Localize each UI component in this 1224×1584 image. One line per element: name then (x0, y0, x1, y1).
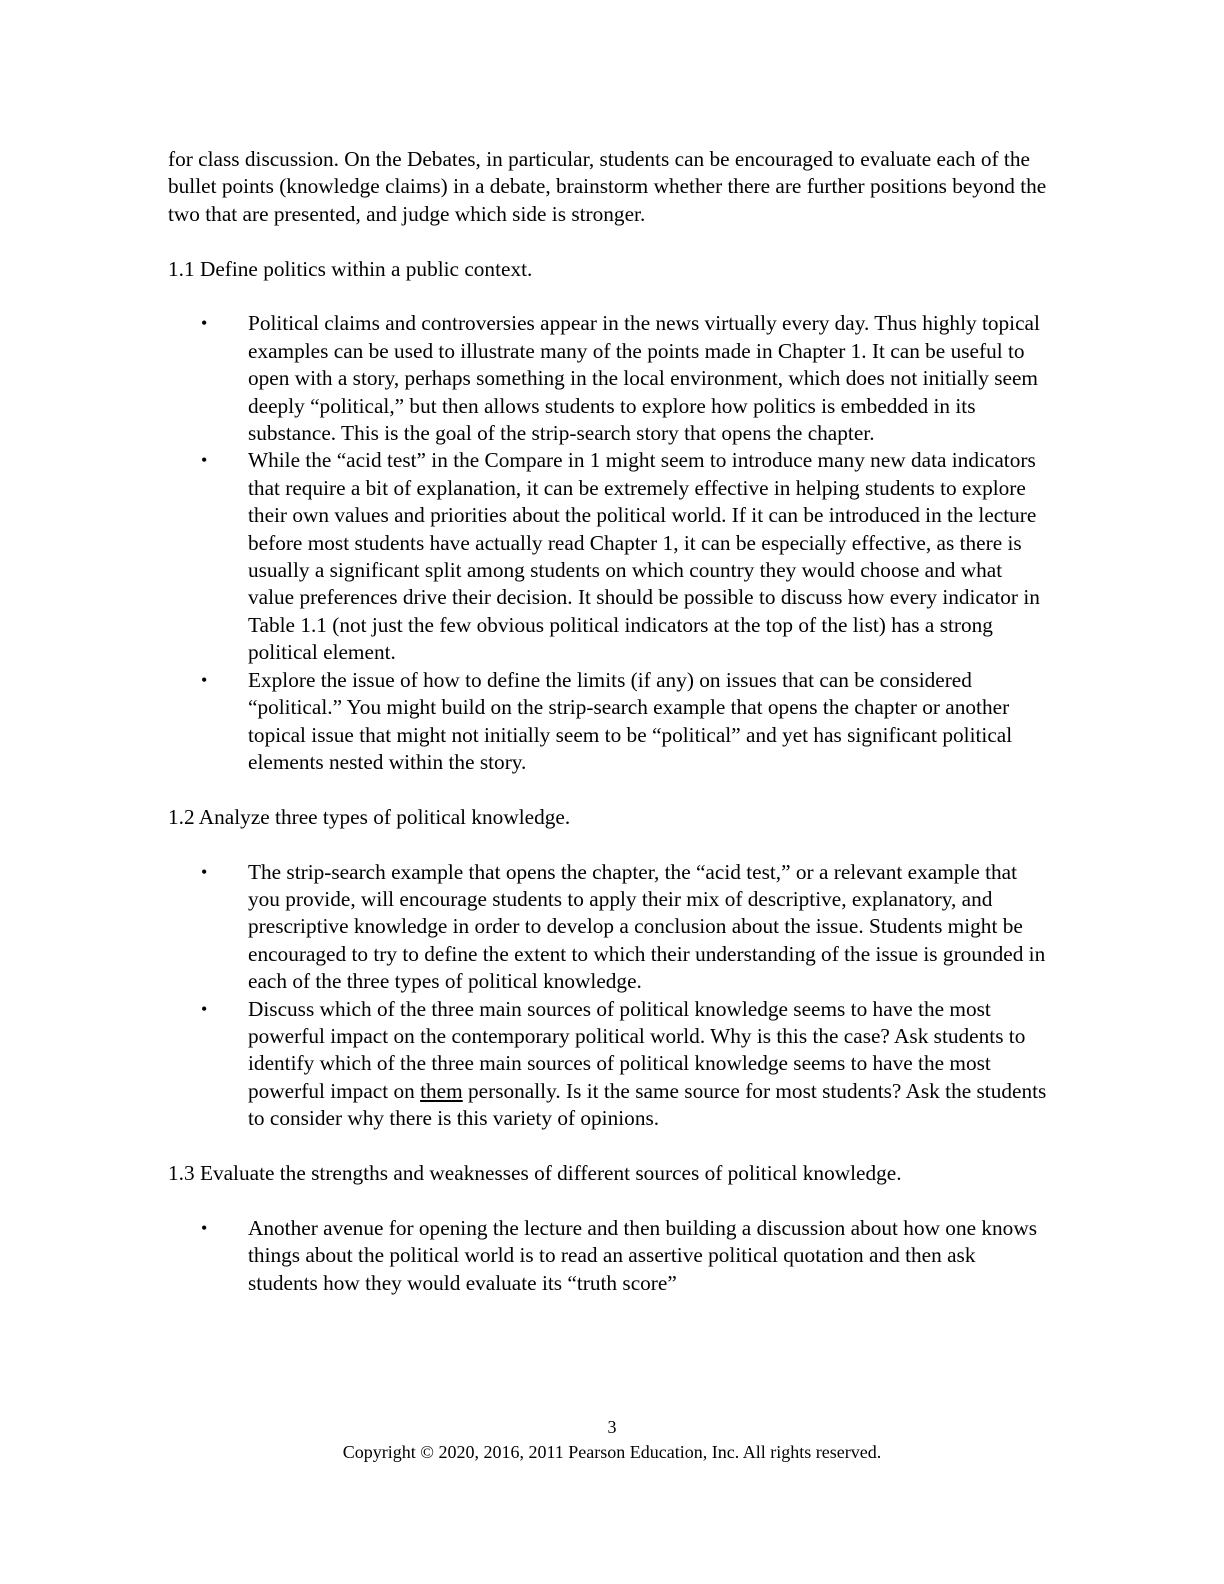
bullet-icon: • (201, 669, 208, 690)
list-item-text-start: Discuss which of the three main sources of political knowledge seems to have the most powerful impact on the contemporary political world. Why is this the case? Ask students to identify which of the three main sources of political knowledge seems to have the most powerful impact on (248, 996, 1026, 1103)
copyright-notice: Copyright © 2020, 2016, 2011 Pearson Education, Inc. All rights reserved. (342, 1442, 882, 1462)
bullet-icon: • (201, 1217, 208, 1238)
spacer (168, 283, 1048, 310)
page-body (168, 146, 1048, 1297)
list-item-text-end: personally. Is it the same source for most students? Ask the students to consider why there is this variety of opinions. (248, 1078, 1047, 1131)
bullet-list-1-3 (168, 1215, 1048, 1297)
list-item (168, 859, 1048, 996)
bullet-list-1-1 (168, 310, 1048, 776)
spacer (168, 228, 1048, 255)
list-item (168, 996, 1048, 1133)
spacer (168, 776, 1048, 803)
section-heading-1-3: 1.3 Evaluate the strengths and weaknesses of different sources of political knowledge. (168, 1160, 902, 1185)
list-item-text: Another avenue for opening the lecture and then building a discussion about how one knows things about the political world is to read an assertive political quotation and then ask students how they would evaluate its “truth score” (248, 1215, 1037, 1295)
bullet-icon: • (201, 861, 208, 882)
page-number: 3 (607, 1417, 617, 1437)
section-heading-1-2: 1.2 Analyze three types of political knowledge. (168, 804, 571, 829)
spacer (168, 1187, 1048, 1214)
spacer (168, 1133, 1048, 1160)
intro-paragraph: for class discussion. On the Debates, in particular, students can be encouraged to evaluate each of the bullet points (knowledge claims) in a debate, brainstorm whether there are further positions beyond the two that are presented, and judge which side is stronger. (168, 147, 1047, 226)
list-item (168, 1215, 1048, 1297)
bullet-icon: • (201, 450, 208, 471)
underlined-word: them (420, 1078, 463, 1103)
list-item-text: Explore the issue of how to define the limits (if any) on issues that can be considered “political.” You might build on the strip-search example that opens the chapter or another topical issue that might not initially seem to be “political” and yet has significant political elements nested within the story. (248, 667, 1013, 774)
spacer (168, 831, 1048, 858)
list-item (168, 310, 1048, 447)
list-item-text: Political claims and controversies appear in the news virtually every day. Thus highly topical examples can be used to illustrate many of the points made in Chapter 1. It can be useful to open with a story, perhaps something in the local environment, which does not initially seem deeply “political,” but then allows students to explore how politics is embedded in its substance. This is the goal of the strip-search story that opens the chapter. (248, 311, 1040, 446)
bullet-icon: • (201, 998, 208, 1019)
bullet-icon: • (201, 313, 208, 334)
section-heading-1-1: 1.1 Define politics within a public context. (168, 256, 533, 281)
bullet-list-1-2 (168, 859, 1048, 1133)
list-item (168, 667, 1048, 777)
list-item-text: While the “acid test” in the Compare in 1 might seem to introduce many new data indicators that require a bit of explanation, it can be extremely effective in helping students to explore their own values and priorities about the political world. If it can be introduced in the lecture before most students have actually read Chapter 1, it can be especially effective, as there is usually a significant split among students on which country they would choose and what value preferences drive their decision. It should be possible to discuss how every indicator in Table 1.1 (not just the few obvious political indicators at the top of the list) has a strong political element. (248, 448, 1040, 665)
list-item (168, 447, 1048, 666)
list-item-text: The strip-search example that opens the chapter, the “acid test,” or a relevant example that you provide, will encourage students to apply their mix of descriptive, explanatory, and prescriptive knowledge in order to develop a conclusion about the issue. Students might be encouraged to try to define the extent to which their understanding of the issue is grounded in each of the three types of political knowledge. (248, 859, 1046, 994)
